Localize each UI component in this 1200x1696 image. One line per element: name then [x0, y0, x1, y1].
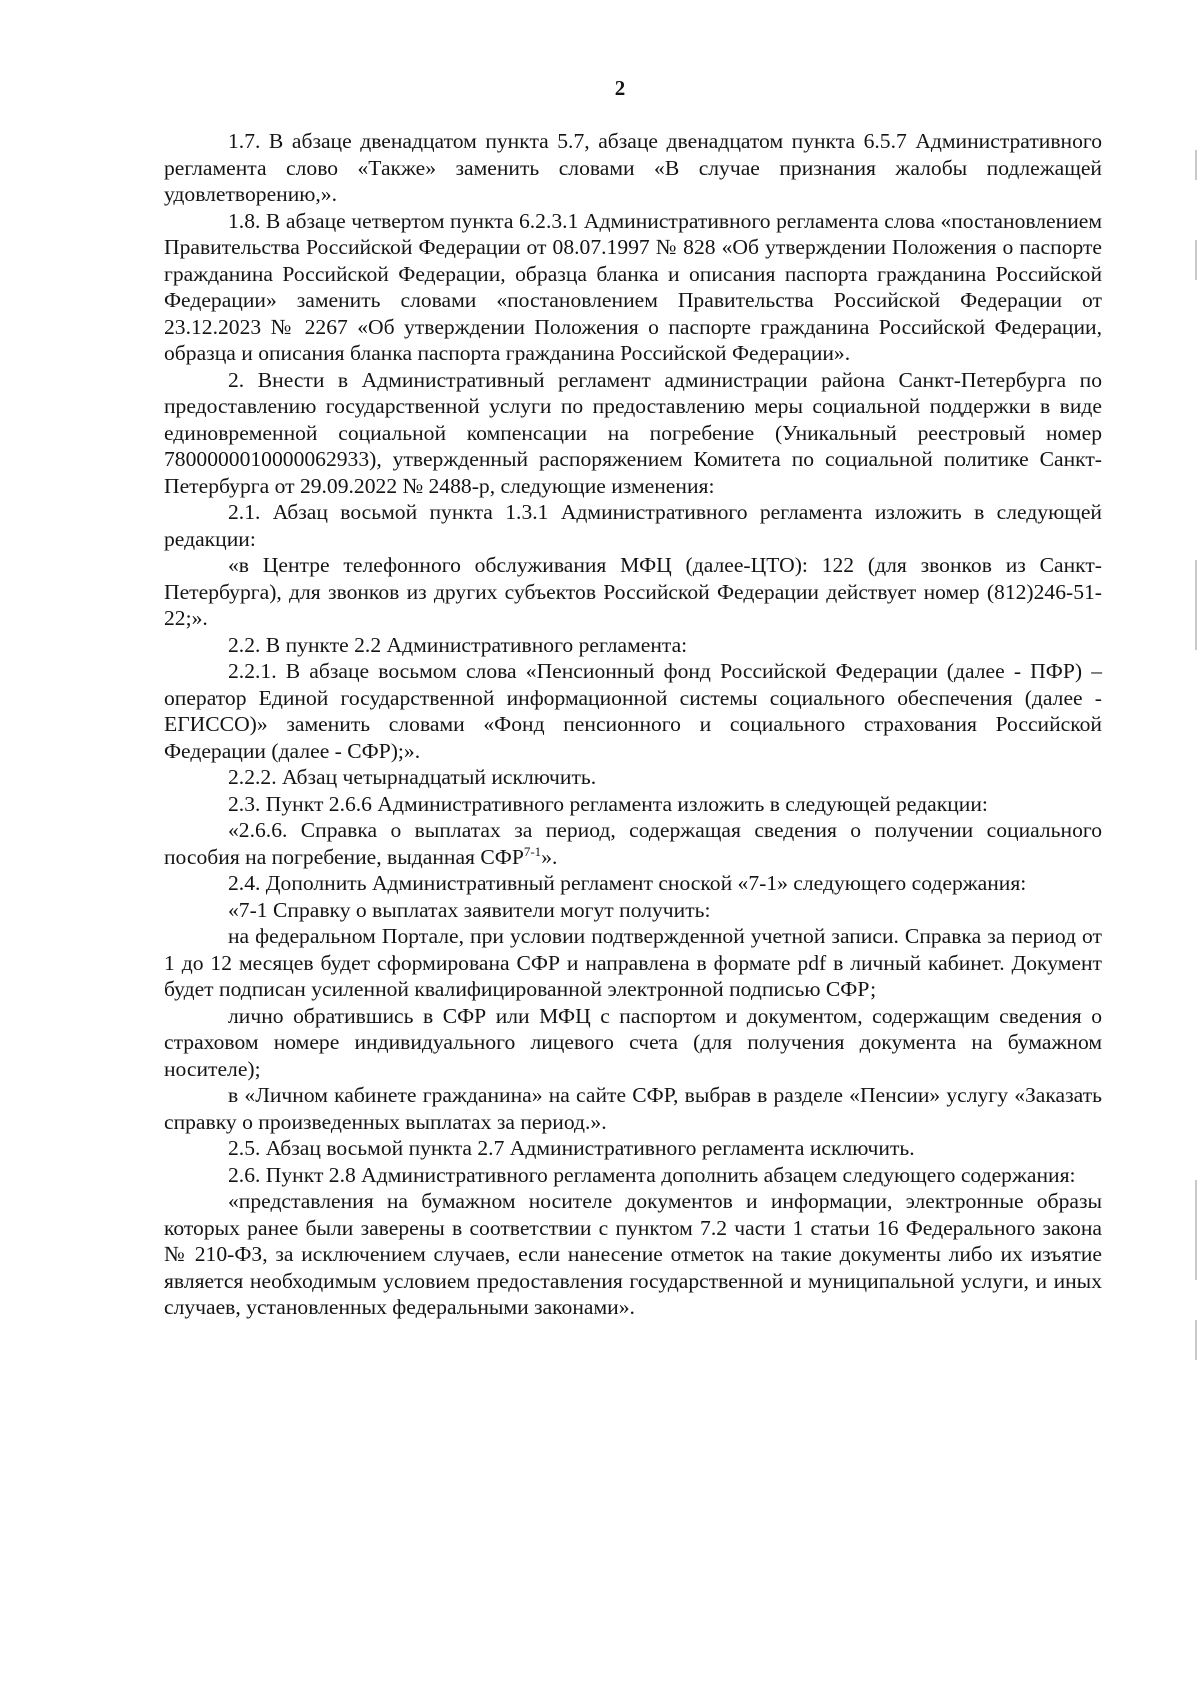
- footnote-7-1-cabinet: в «Личном кабинете гражданина» на сайте СФР, выбрав в разделе «Пенсии» услугу «Заказать справку о произведенных выплатах за период.».: [164, 1083, 1102, 1134]
- footnote-superscript: 7-1: [523, 843, 542, 859]
- scan-edge-mark: [1195, 1320, 1197, 1360]
- paragraph-2-3: 2.3. Пункт 2.6.6 Административного регламента изложить в следующей редакции:: [228, 791, 988, 816]
- paragraph-2-5: 2.5. Абзац восьмой пункта 2.7 Административного регламента исключить.: [228, 1136, 915, 1160]
- paragraph-2-2-2: 2.2.2. Абзац четырнадцатый исключить.: [228, 765, 597, 789]
- page-number: 2: [614, 76, 626, 100]
- paragraph-2-6-6-tail: ».: [541, 844, 558, 869]
- paragraph-2: 2. Внести в Административный регламент администрации района Санкт-Петербурга по предоставлению государственной услуги по предоставлению меры социальной поддержки в виде единовременной социальной компенсации на погребение (Уникальный реестровый номер 7800000010000062933), утвержденный распоряжением Комитета по социальной политике Санкт-Петербурга от 29.09.2022 № 2488-р, следующие изменения:: [164, 367, 1102, 498]
- paragraph-2-2-1: 2.2.1. В абзаце восьмом слова «Пенсионный фонд Российской Федерации (далее - ПФР) – оператор Единой государственной информационной системы социального обеспечения (далее - ЕГИССО)» заменить словами «Фонд пенсионного и социального страхования Российской Федерации (далее - СФР);».: [164, 659, 1102, 763]
- scan-edge-mark: [1195, 240, 1197, 280]
- paragraph-1-7: 1.7. В абзаце двенадцатом пункта 5.7, абзаце двенадцатом пункта 6.5.7 Административного регламента слово «Также» заменить словами «В случае признания жалобы подлежащей удовлетворению,».: [164, 129, 1102, 206]
- footnote-7-1-portal: на федеральном Портале, при условии подтвержденной учетной записи. Справка за период от 1 до 12 месяцев будет сформирована СФР и направлена в формате pdf в личный кабинет. Документ будет подписан усиленной квалифицированной электронной подписью СФР;: [164, 924, 1102, 1001]
- paragraph-1-8: 1.8. В абзаце четвертом пункта 6.2.3.1 Административного регламента слова «постановлением Правительства Российской Федерации от 08.07.1997 № 828 «Об утверждении Положения о паспорте гражданина Российской Федерации, образца бланка и описания паспорта гражданина Российской Федерации» заменить словами «постановлением Правительства Российской Федерации от 23.12.2023 № 2267 «Об утверждении Положения о паспорте гражданина Российской Федерации, образца и описания бланка паспорта гражданина Российской Федерации».: [164, 208, 1102, 365]
- paragraph-2-6-quote: «представления на бумажном носителе документов и информации, электронные образы которых ранее были заверены в соответствии с пунктом 7.2 части 1 статьи 16 Федерального закона № 210-ФЗ, за исключением случаев, если нанесение отметок на такие документы либо их изъятие является необходимым условием предоставления государственной и муниципальной услуги, и иных случаев, установленных федеральными законами».: [164, 1189, 1102, 1319]
- paragraph-2-6-6-text: «2.6.6. Справка о выплатах за период, содержащая сведения о получении социального пособия на погребение, выданная СФР: [164, 818, 1102, 869]
- paragraph-2-1: 2.1. Абзац восьмой пункта 1.3.1 Административного регламента изложить в следующей редакции:: [164, 500, 1102, 551]
- paragraph-2-6-6-quote: [164, 817, 1102, 870]
- scan-edge-mark: [1195, 150, 1197, 180]
- paragraph-2-6: 2.6. Пункт 2.8 Административного регламента дополнить абзацем следующего содержания:: [228, 1162, 1076, 1187]
- footnote-7-1-intro: «7-1 Справку о выплатах заявители могут получить:: [228, 897, 711, 922]
- document-body: [164, 128, 1102, 1321]
- scan-edge-mark: [1195, 1180, 1197, 1280]
- paragraph-2-1-quote: «в Центре телефонного обслуживания МФЦ (далее-ЦТО): 122 (для звонков из Санкт-Петербурга), для звонков из других субъектов Российской Федерации действует номер (812)246-51-22;».: [164, 553, 1102, 630]
- scan-edge-mark: [1195, 560, 1197, 650]
- paragraph-2-2: 2.2. В пункте 2.2 Административного регламента:: [228, 632, 688, 657]
- paragraph-2-4: 2.4. Дополнить Административный регламент сноской «7-1» следующего содержания:: [228, 871, 1027, 895]
- footnote-7-1-in-person: лично обратившись в СФР или МФЦ с паспортом и документом, содержащим сведения о страховом номере индивидуального лицевого счета (для получения документа на бумажном носителе);: [164, 1003, 1102, 1081]
